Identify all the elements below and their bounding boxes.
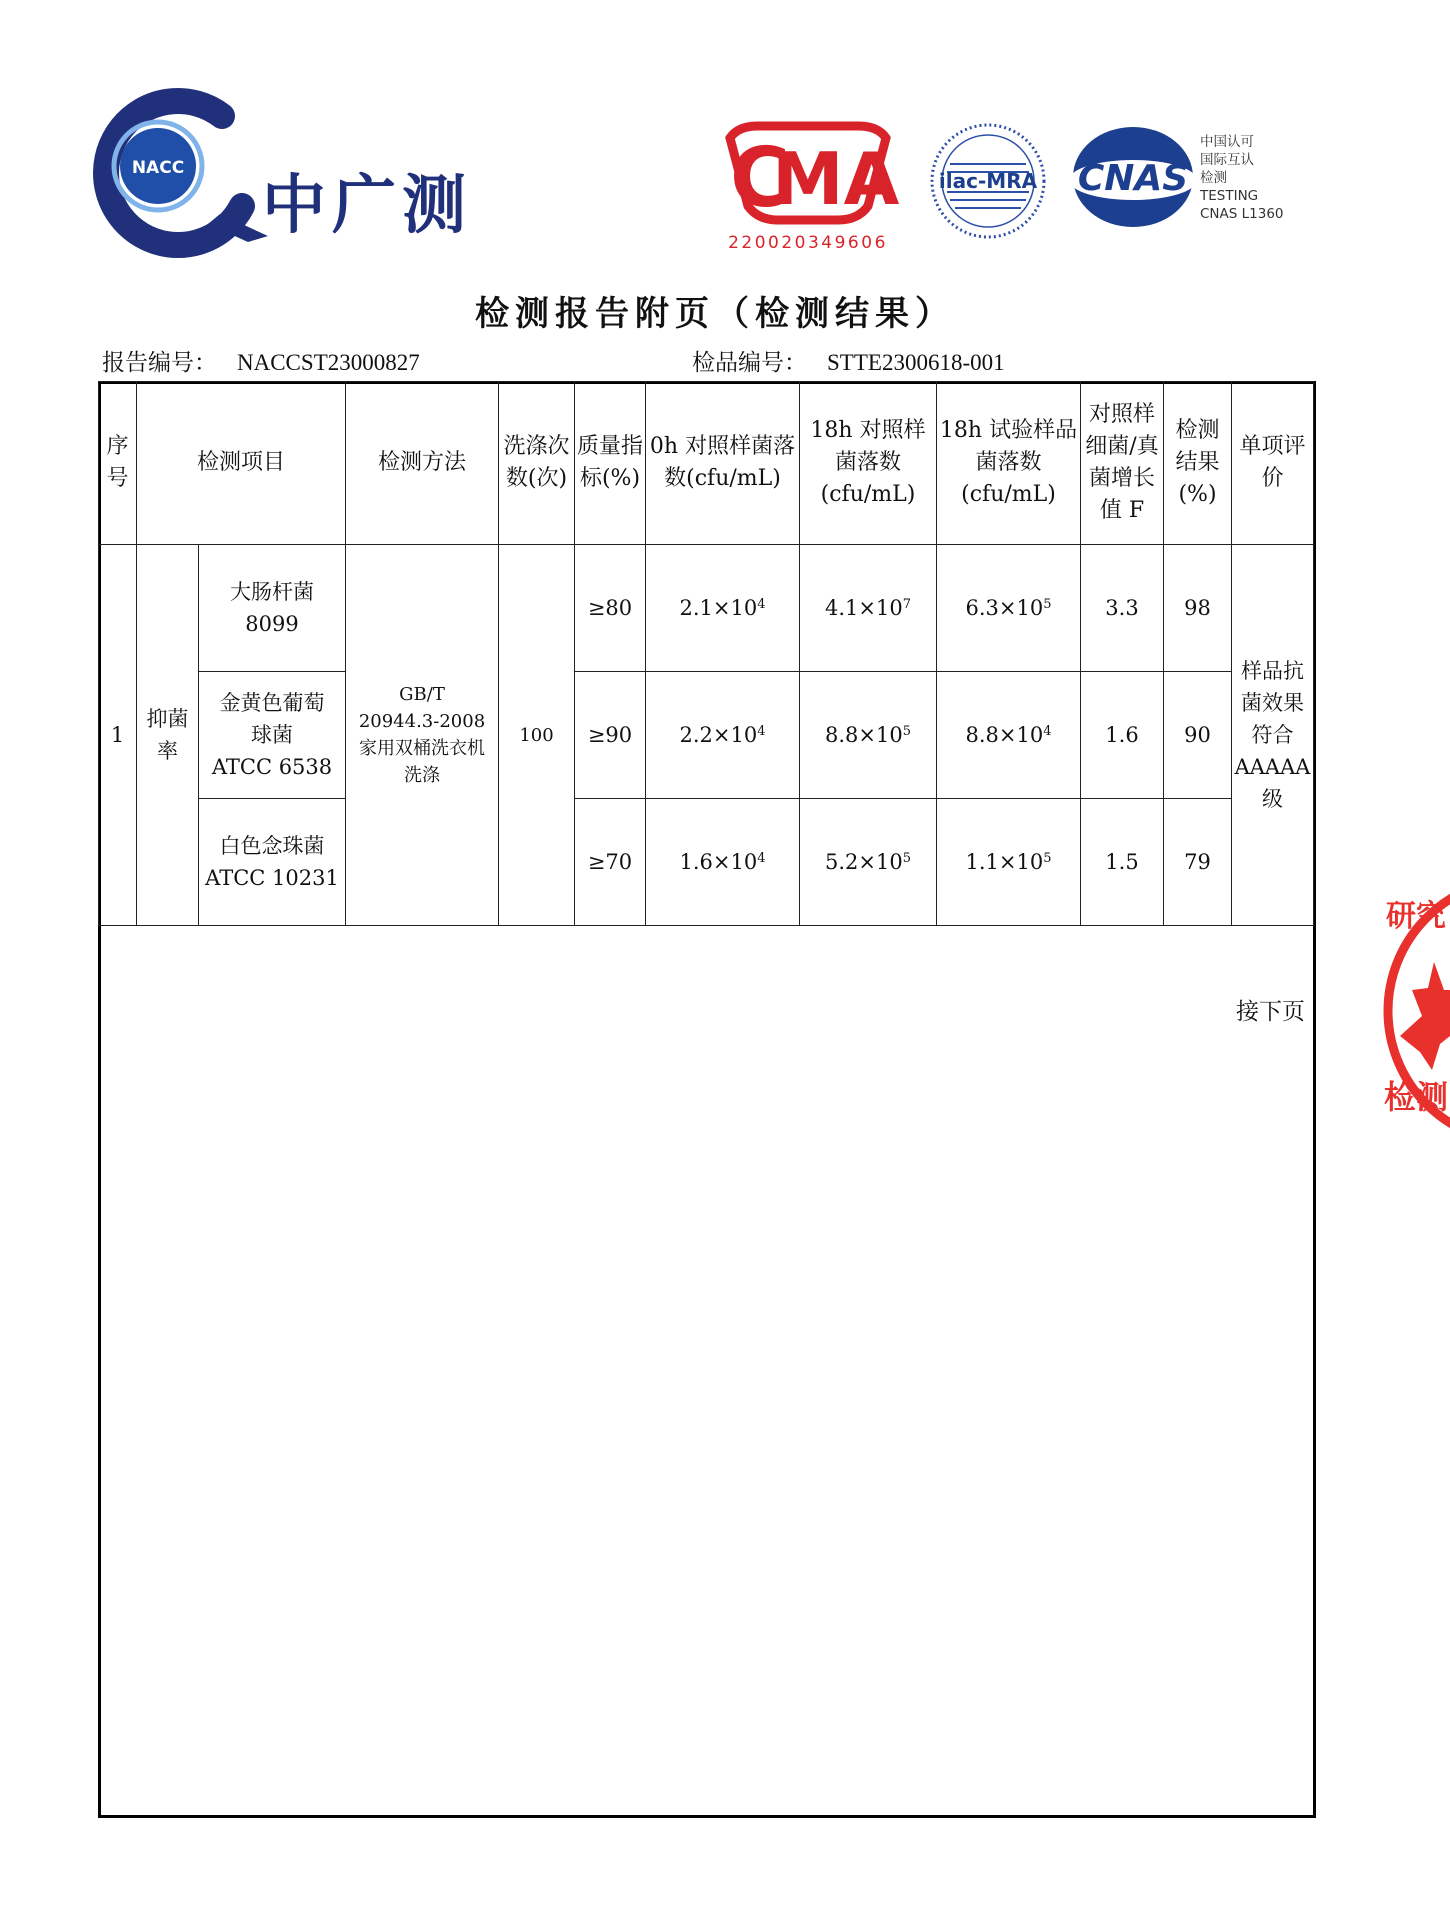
strain-name-line: 8099 xyxy=(245,612,299,636)
t18h-cell xyxy=(937,545,1081,672)
cnas-caption-line: 国际互认 xyxy=(1200,152,1254,168)
c18h-exponent: 7 xyxy=(902,597,911,612)
col-header-0h-control: 0h 对照样菌落数(cfu/mL) xyxy=(646,382,800,545)
cnas-caption-line: CNAS L1360 xyxy=(1200,206,1284,222)
strain-name-line: 白色念珠菌 xyxy=(219,834,325,858)
quality-cell: ≥70 xyxy=(575,799,646,926)
nacc-badge-text: NACC xyxy=(131,158,185,178)
t18h-exponent: 5 xyxy=(1043,851,1052,866)
t18h-exponent: 4 xyxy=(1043,724,1052,739)
t18h-mantissa: 1.1×10 xyxy=(965,850,1044,874)
quality-cell: ≥80 xyxy=(575,545,646,672)
f-cell: 1.5 xyxy=(1081,799,1164,926)
cma-logo-text: MA xyxy=(772,137,900,221)
col-header-quality: 质量指标(%) xyxy=(575,382,646,545)
method-line: 洗涤 xyxy=(404,765,440,786)
strain-cell xyxy=(199,672,346,799)
strain-name-line: ATCC 10231 xyxy=(205,866,339,890)
c0h-exponent: 4 xyxy=(757,597,766,612)
c0h-mantissa: 2.1×10 xyxy=(679,596,758,620)
strain-name-line: 球菌 xyxy=(251,723,293,747)
continued-label: 接下页 xyxy=(1236,999,1305,1025)
red-seal-stamp xyxy=(1370,866,1450,1156)
c0h-exponent: 4 xyxy=(757,851,766,866)
strain-cell xyxy=(199,799,346,926)
col-header-18h-test: 18h 试验样品菌落数(cfu/mL) xyxy=(937,382,1081,545)
result-cell: 90 xyxy=(1164,672,1232,799)
t18h-mantissa: 6.3×10 xyxy=(965,596,1044,620)
c18h-cell xyxy=(800,672,937,799)
evaluation-cell: 样品抗菌效果符合AAAAA级 xyxy=(1232,545,1314,926)
t18h-exponent: 5 xyxy=(1043,597,1052,612)
report-number-value: NACCST23000827 xyxy=(237,350,420,375)
c18h-mantissa: 5.2×10 xyxy=(825,850,903,874)
ilac-mra-logo xyxy=(925,120,1051,242)
c18h-exponent: 5 xyxy=(902,724,911,739)
col-header-wash: 洗涤次数(次) xyxy=(499,382,575,545)
t18h-cell xyxy=(937,799,1081,926)
col-header-18h-control: 18h 对照样菌落数(cfu/mL) xyxy=(800,382,937,545)
report-number-label: 报告编号： xyxy=(102,350,217,375)
seal-text-top: 研究 xyxy=(1386,899,1446,934)
method-cell xyxy=(346,545,499,926)
result-cell: 79 xyxy=(1164,799,1232,926)
header-row xyxy=(99,382,1314,545)
cma-logo xyxy=(718,116,898,256)
seal-text-bottom: 检测 xyxy=(1384,1078,1449,1116)
col-header-result: 检测结果(%) xyxy=(1164,382,1232,545)
method-line: 20944.3-2008 xyxy=(358,711,486,732)
cnas-caption-line: 检测 xyxy=(1200,170,1227,186)
c0h-cell xyxy=(646,672,800,799)
strain-cell xyxy=(199,545,346,672)
cma-logo-mark: C xyxy=(730,131,791,226)
c18h-exponent: 5 xyxy=(902,851,911,866)
f-cell: 1.6 xyxy=(1081,672,1164,799)
table-row xyxy=(99,545,1314,672)
company-logo xyxy=(72,86,492,246)
cnas-caption xyxy=(1200,133,1320,223)
cnas-logo xyxy=(1068,122,1198,232)
ilac-logo-text: ilac-MRA xyxy=(938,169,1038,193)
method-line: 家用双桶洗衣机 xyxy=(359,738,485,759)
category-cell: 抑菌率 xyxy=(137,545,199,926)
cma-number: 220020349606 xyxy=(728,233,888,253)
c0h-cell xyxy=(646,545,800,672)
result-cell: 98 xyxy=(1164,545,1232,672)
c0h-exponent: 4 xyxy=(757,724,766,739)
strain-name-line: 金黄色葡萄 xyxy=(219,691,325,715)
strain-name-line: 大肠杆菌 xyxy=(230,580,314,604)
c0h-cell xyxy=(646,799,800,926)
c18h-cell xyxy=(800,545,937,672)
method-line: GB/T xyxy=(399,684,445,705)
quality-cell: ≥90 xyxy=(575,672,646,799)
cnas-logo-text: CNAS xyxy=(1077,158,1189,199)
col-header-method: 检测方法 xyxy=(346,382,499,545)
report-number xyxy=(102,344,420,377)
sample-number xyxy=(692,344,1005,377)
c0h-mantissa: 2.2×10 xyxy=(679,723,758,747)
page-title: 检测报告附页（检测结果） xyxy=(475,294,955,334)
nacc-magnifier-icon xyxy=(72,86,272,246)
f-cell: 3.3 xyxy=(1081,545,1164,672)
table-row xyxy=(99,799,1314,926)
t18h-cell xyxy=(937,672,1081,799)
table-row xyxy=(99,672,1314,799)
seq-cell: 1 xyxy=(99,545,137,926)
seal-star-icon xyxy=(1400,962,1450,1070)
col-header-seq: 序号 xyxy=(99,382,137,545)
col-header-item: 检测项目 xyxy=(137,382,346,545)
c0h-mantissa: 1.6×10 xyxy=(679,850,758,874)
sample-number-value: STTE2300618-001 xyxy=(827,350,1005,375)
col-header-evaluation: 单项评价 xyxy=(1232,382,1314,545)
t18h-mantissa: 8.8×10 xyxy=(965,723,1044,747)
c18h-cell xyxy=(800,799,937,926)
c18h-mantissa: 4.1×10 xyxy=(825,596,903,620)
c18h-mantissa: 8.8×10 xyxy=(825,723,903,747)
strain-name-line: ATCC 6538 xyxy=(211,755,333,779)
cnas-caption-line: TESTING xyxy=(1200,188,1259,204)
results-table xyxy=(98,381,1314,926)
company-logo-text: 中广测 xyxy=(262,169,472,243)
col-header-growth-f: 对照样细菌/真菌增长值 F xyxy=(1081,382,1164,545)
wash-cell: 100 xyxy=(499,545,575,926)
sample-number-label: 检品编号： xyxy=(692,350,807,375)
cnas-caption-line: 中国认可 xyxy=(1200,134,1254,150)
